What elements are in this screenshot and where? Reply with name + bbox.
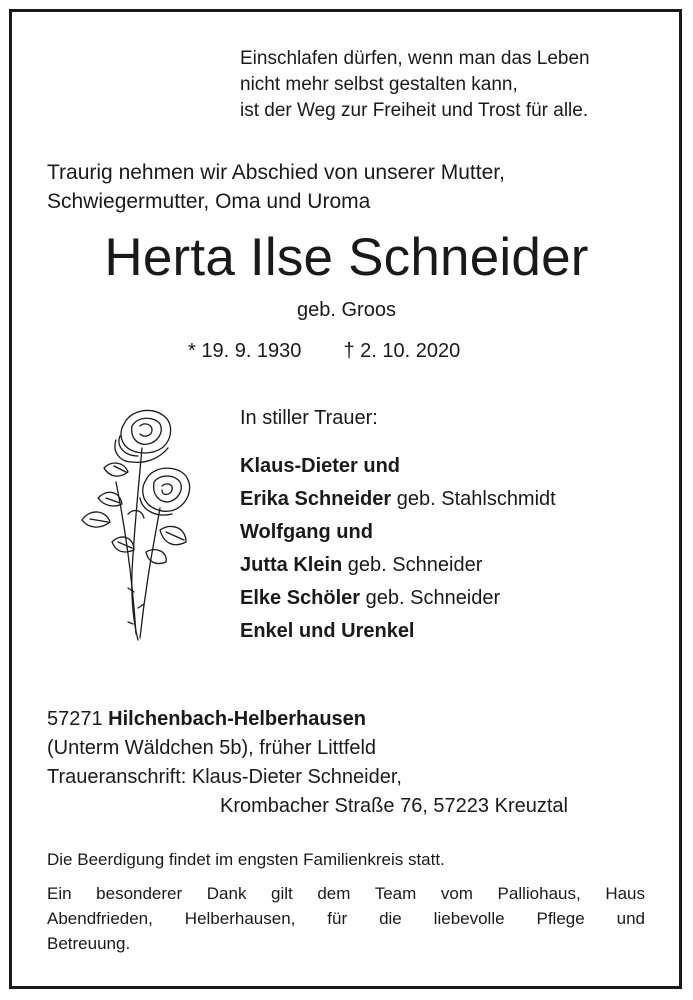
life-dates — [188, 337, 460, 365]
mourner-line — [240, 450, 556, 483]
mourner-line — [240, 483, 556, 516]
mourner-line — [240, 549, 556, 582]
poem — [240, 46, 590, 124]
address-line-1 — [47, 705, 402, 734]
deceased-name: Herta Ilse Schneider — [104, 228, 589, 287]
maiden-name: geb. Groos — [297, 299, 396, 321]
mourner-name: Jutta Klein — [240, 554, 343, 576]
death-date: † 2. 10. 2020 — [343, 340, 461, 362]
address-line-3: Traueranschrift: Klaus-Dieter Schneider, — [47, 766, 402, 788]
thanks-line: Betreuung. — [47, 934, 131, 953]
zip-code: 57271 — [47, 708, 109, 730]
thanks-note — [47, 881, 645, 956]
mourner-maiden: geb. Schneider — [360, 587, 501, 609]
address-line-2: (Unterm Wäldchen 5b), früher Littfeld — [47, 737, 377, 759]
thanks-line: Ein besonderer Dank gilt dem Team vom Palliohaus, Haus — [47, 884, 645, 903]
birth-date: * 19. 9. 1930 — [188, 340, 302, 362]
in-stiller-trauer: In stiller Trauer: — [240, 407, 378, 429]
poem-line: ist der Weg zur Freiheit und Trost für alle. — [240, 100, 589, 121]
funeral-note: Die Beerdigung findet im engsten Familienkreis statt. — [47, 850, 445, 869]
place-name: Hilchenbach-Helberhausen — [108, 708, 367, 730]
mourner-name: Klaus-Dieter und — [240, 455, 401, 477]
mourner-name: Enkel und Urenkel — [240, 620, 415, 642]
intro-line: Schwiegermutter, Oma und Uroma — [47, 190, 371, 213]
intro-line: Traurig nehmen wir Abschied von unserer Mutter, — [47, 161, 505, 184]
poem-line: nicht mehr selbst gestalten kann, — [240, 74, 518, 95]
intro-text — [47, 158, 505, 216]
thanks-line: Abendfrieden, Helberhausen, für die liebevolle Pflege und — [47, 909, 645, 928]
mourner-line — [240, 615, 556, 648]
address-line-4: Krombacher Straße 76, 57223 Kreuztal — [220, 795, 568, 817]
address-block — [47, 705, 402, 792]
mourner-maiden: geb. Stahlschmidt — [391, 488, 556, 510]
mourners-list — [240, 450, 556, 648]
rose-icon — [76, 402, 196, 652]
mourner-name: Erika Schneider — [240, 488, 392, 510]
mourner-line — [240, 516, 556, 549]
mourner-line — [240, 582, 556, 615]
mourner-name: Elke Schöler — [240, 587, 361, 609]
mourner-name: Wolfgang und — [240, 521, 373, 543]
mourner-maiden: geb. Schneider — [342, 554, 483, 576]
poem-line: Einschlafen dürfen, wenn man das Leben — [240, 48, 590, 69]
